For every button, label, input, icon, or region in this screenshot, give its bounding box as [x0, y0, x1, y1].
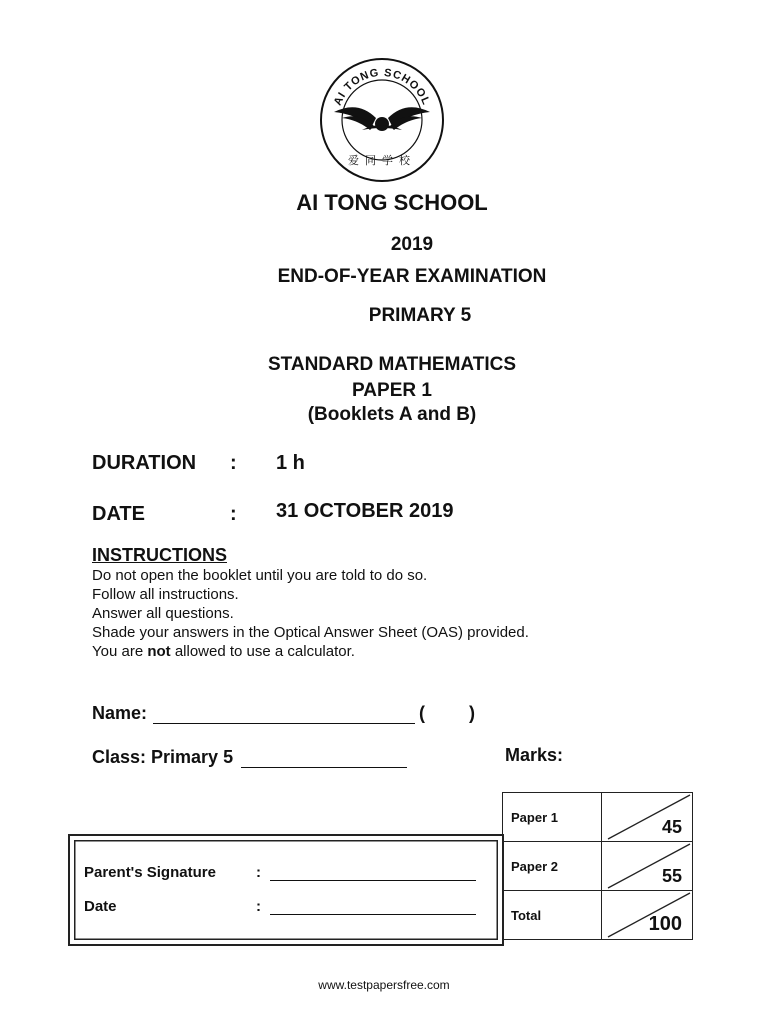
marks-max-value: 55 — [661, 866, 682, 886]
parent-signature-box — [68, 834, 504, 946]
instruction-item: Follow all instructions. — [92, 586, 239, 603]
marks-row-label: Paper 2 — [503, 842, 602, 891]
date-value: 31 OCTOBER 2019 — [276, 500, 454, 522]
instruction-item: Answer all questions. — [92, 605, 234, 622]
marks-score-cell[interactable] — [602, 793, 693, 842]
exam-paper: PAPER 1 — [352, 380, 432, 401]
parent-signature-field[interactable] — [270, 862, 476, 881]
marks-label: Marks: — [505, 745, 564, 765]
parent-date-field[interactable] — [270, 896, 476, 915]
instruction-text: You are — [92, 643, 148, 660]
school-name: AI TONG SCHOOL — [296, 190, 488, 215]
logo-ring-text: AI TONG SCHOOL — [331, 66, 433, 108]
name-label: Name: — [92, 703, 148, 723]
marks-score-cell[interactable] — [602, 891, 693, 940]
instruction-emphasis: not — [147, 643, 171, 660]
instruction-item: Do not open the booklet until you are told to do so. — [92, 567, 428, 584]
class-field[interactable] — [241, 749, 407, 768]
table-row — [503, 793, 693, 842]
name-field[interactable] — [153, 705, 415, 724]
parent-signature-label: Parent's Signature — [84, 864, 216, 881]
marks-max-value: 100 — [648, 913, 682, 935]
parent-signature-colon: : — [256, 864, 261, 881]
marks-table — [502, 792, 693, 940]
table-row — [503, 891, 693, 940]
marks-row-label: Total — [503, 891, 602, 940]
class-row — [92, 747, 407, 768]
instruction-text: allowed to use a calculator. — [170, 643, 355, 660]
school-logo — [318, 56, 446, 184]
name-row — [92, 703, 475, 724]
class-label: Class: Primary 5 — [92, 747, 234, 767]
parent-date-colon: : — [256, 898, 261, 915]
marks-max-value: 45 — [661, 817, 682, 837]
parent-date-row — [84, 896, 476, 915]
table-row — [503, 842, 693, 891]
exam-booklets: (Booklets A and B) — [307, 404, 477, 425]
footer-url: www.testpapersfree.com — [318, 978, 450, 992]
marks-row-label: Paper 1 — [503, 793, 602, 842]
index-number-field[interactable] — [425, 706, 469, 724]
marks-score-cell[interactable] — [602, 842, 693, 891]
instructions-list — [92, 566, 529, 661]
date-colon: : — [230, 503, 237, 525]
logo-chinese-text: 爱同学校 — [348, 154, 416, 167]
date-label: DATE — [92, 503, 145, 525]
index-paren-open: ( — [419, 703, 426, 723]
instruction-item: Shade your answers in the Optical Answer Sheet (OAS) provided. — [92, 624, 529, 641]
parent-signature-row — [84, 862, 476, 881]
duration-label: DURATION — [92, 452, 197, 474]
instruction-item — [92, 642, 529, 661]
instructions-heading: INSTRUCTIONS — [92, 545, 227, 565]
exam-level: PRIMARY 5 — [368, 305, 472, 326]
winged-emblem-icon — [318, 56, 446, 184]
duration-colon: : — [230, 452, 237, 474]
duration-value: 1 h — [276, 452, 305, 474]
parent-date-label: Date — [84, 898, 117, 915]
exam-subject: STANDARD MATHEMATICS — [267, 354, 517, 375]
exam-year: 2019 — [390, 234, 434, 255]
exam-title: END-OF-YEAR EXAMINATION — [277, 266, 547, 287]
index-paren-close: ) — [469, 703, 476, 723]
